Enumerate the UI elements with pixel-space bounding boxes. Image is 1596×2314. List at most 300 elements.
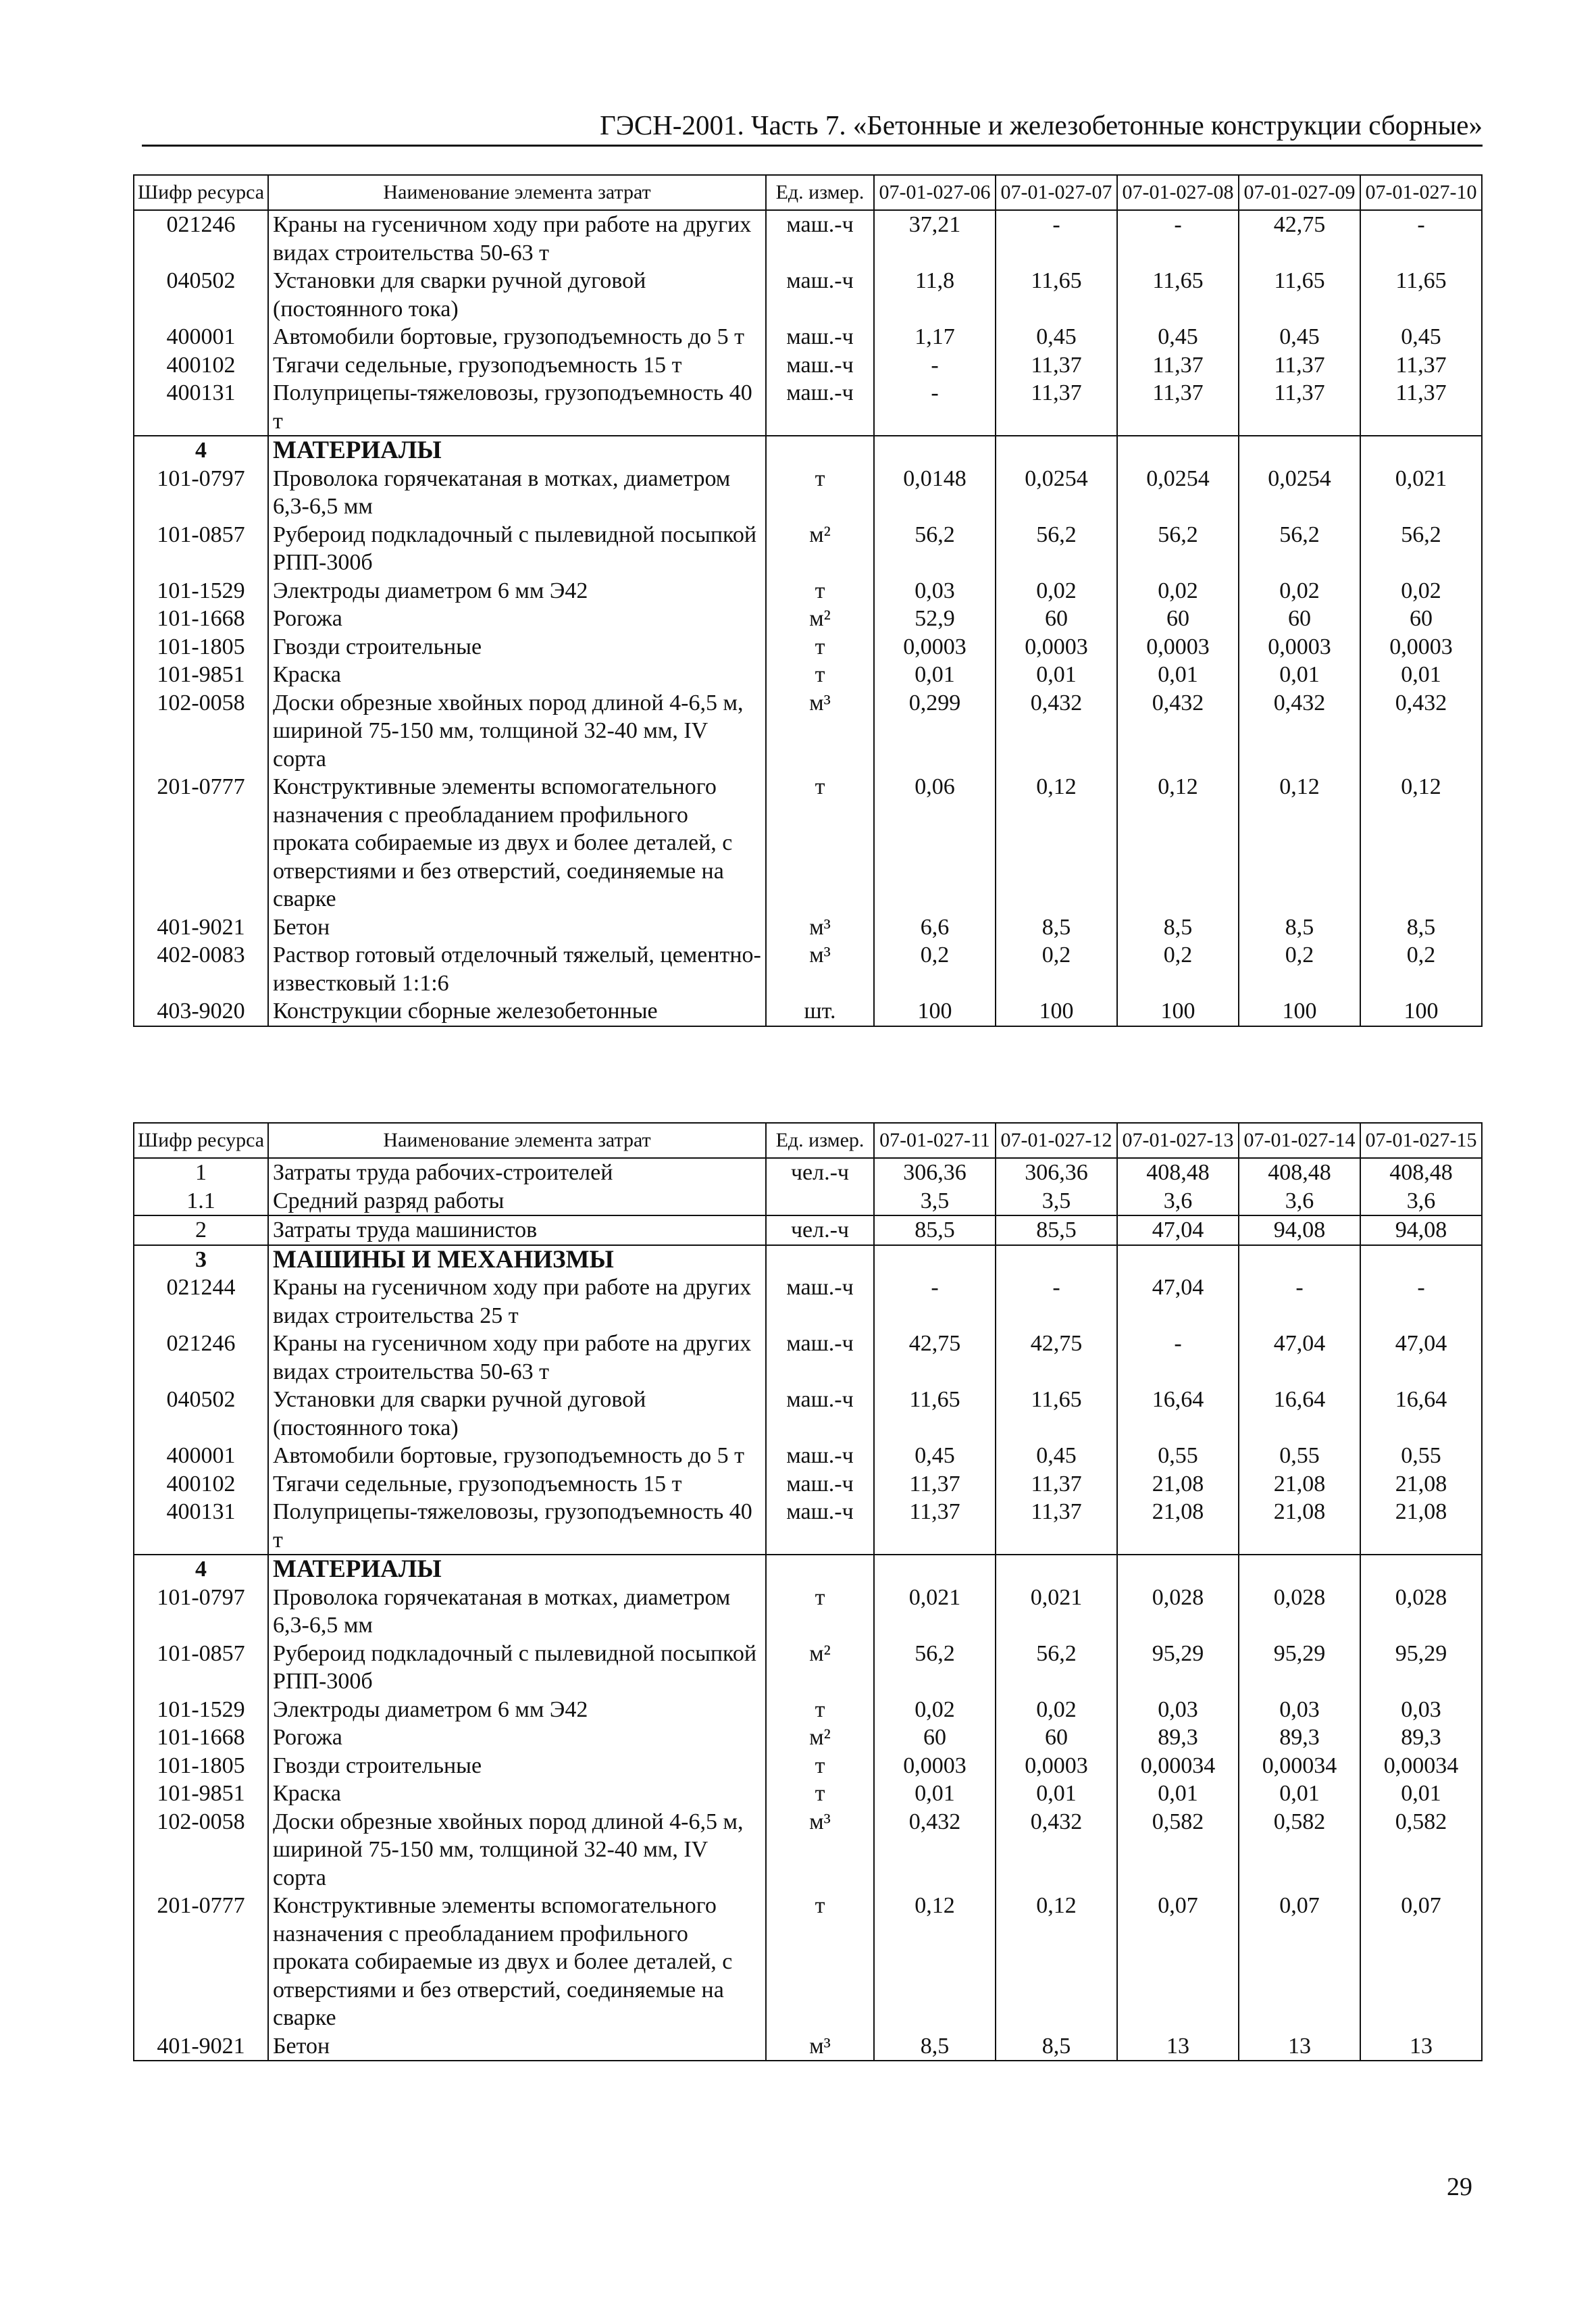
resource-code: 101-1668: [134, 1724, 268, 1752]
norm-value: 11,37: [874, 1498, 996, 1555]
table-row: [134, 1584, 1482, 1640]
table-row: [134, 1555, 1482, 1584]
cost-element-name: Рубероид подкладочный с пылевидной посыпкой РПП-300б: [268, 521, 766, 577]
table-row: [134, 941, 1482, 997]
resource-code: 101-0797: [134, 1584, 268, 1640]
norm-value: 0,0003: [996, 633, 1117, 661]
norm-value: 0,02: [1239, 577, 1360, 605]
norm-value: [1117, 436, 1239, 465]
norm-value: 0,45: [874, 1442, 996, 1470]
cost-element-name: Краны на гусеничном ходу при работе на других видах строительства 50-63 т: [268, 1330, 766, 1386]
table-row: [134, 1274, 1482, 1330]
norm-value: 0,582: [1239, 1808, 1360, 1892]
unit-of-measure: маш.-ч: [766, 210, 874, 267]
norm-value: 3,6: [1239, 1187, 1360, 1216]
norm-value: 0,12: [874, 1892, 996, 2032]
unit-of-measure: маш.-ч: [766, 1470, 874, 1499]
norm-value: -: [874, 1274, 996, 1330]
norm-value: 0,03: [1239, 1696, 1360, 1724]
norm-value: 60: [1239, 605, 1360, 633]
cost-element-name: МАТЕРИАЛЫ: [268, 1555, 766, 1584]
table-row: [134, 436, 1482, 465]
norm-value: [874, 436, 996, 465]
resource-code: 101-0797: [134, 465, 268, 521]
norm-value: 0,432: [996, 1808, 1117, 1892]
norm-value: 11,37: [996, 351, 1117, 380]
unit-of-measure: т: [766, 1752, 874, 1780]
table-header-row: [134, 1123, 1482, 1158]
resource-code: 101-0857: [134, 1640, 268, 1696]
norm-value: -: [874, 379, 996, 436]
table-row: [134, 773, 1482, 913]
norm-value: 0,12: [1239, 773, 1360, 913]
norm-value: -: [1117, 1330, 1239, 1386]
table-row: [134, 997, 1482, 1026]
cost-element-name: Полуприцепы-тяжеловозы, грузоподъемность 40 т: [268, 1498, 766, 1555]
norm-value: 0,12: [1360, 773, 1482, 913]
norm-value: 11,8: [874, 267, 996, 323]
header-norm: 07-01-027-13: [1117, 1123, 1239, 1158]
norm-value: 0,02: [996, 577, 1117, 605]
cost-element-name: Проволока горячекатаная в мотках, диаметром 6,3-6,5 мм: [268, 465, 766, 521]
table-row: [134, 323, 1482, 351]
norm-value: 306,36: [996, 1158, 1117, 1187]
norm-value: 16,64: [1239, 1386, 1360, 1442]
norm-value: -: [996, 210, 1117, 267]
norm-value: 0,028: [1117, 1584, 1239, 1640]
norm-value: 0,07: [1117, 1892, 1239, 2032]
cost-element-name: Тягачи седельные, грузоподъемность 15 т: [268, 351, 766, 380]
norm-value: 0,582: [1117, 1808, 1239, 1892]
resource-code: 201-0777: [134, 1892, 268, 2032]
page-number: 29: [1447, 2173, 1472, 2201]
norm-value: 0,299: [874, 689, 996, 774]
table-row: [134, 210, 1482, 267]
resource-code: 101-1529: [134, 577, 268, 605]
unit-of-measure: т: [766, 661, 874, 689]
norm-value: 16,64: [1360, 1386, 1482, 1442]
norm-value: 100: [1239, 997, 1360, 1026]
header-name: Наименование элемента затрат: [268, 1123, 766, 1158]
norm-value: 60: [996, 1724, 1117, 1752]
cost-element-name: Рогожа: [268, 1724, 766, 1752]
table-header-row: [134, 175, 1482, 210]
norm-value: 47,04: [1360, 1330, 1482, 1386]
norm-value: 0,01: [874, 661, 996, 689]
unit-of-measure: т: [766, 1780, 874, 1808]
norm-value: [1360, 1245, 1482, 1274]
norm-value: [1117, 1555, 1239, 1584]
norm-value: [874, 1245, 996, 1274]
norm-value: 0,0254: [996, 465, 1117, 521]
unit-of-measure: маш.-ч: [766, 323, 874, 351]
norm-value: 0,2: [874, 941, 996, 997]
norm-value: 3,6: [1360, 1187, 1482, 1216]
norm-value: 8,5: [1117, 913, 1239, 942]
unit-of-measure: чел.-ч: [766, 1215, 874, 1245]
unit-of-measure: т: [766, 773, 874, 913]
unit-of-measure: м³: [766, 689, 874, 774]
norm-value: 8,5: [1360, 913, 1482, 942]
norm-value: 0,0003: [874, 633, 996, 661]
unit-of-measure: маш.-ч: [766, 1330, 874, 1386]
header-unit: Ед. измер.: [766, 175, 874, 210]
norm-value: 11,65: [874, 1386, 996, 1442]
cost-element-name: Рубероид подкладочный с пылевидной посыпкой РПП-300б: [268, 1640, 766, 1696]
norm-value: [996, 1555, 1117, 1584]
header-norm: 07-01-027-09: [1239, 175, 1360, 210]
unit-of-measure: маш.-ч: [766, 1386, 874, 1442]
norm-value: 0,45: [1117, 323, 1239, 351]
resource-code: 101-0857: [134, 521, 268, 577]
resource-code: 1: [134, 1158, 268, 1187]
header-code: Шифр ресурса: [134, 175, 268, 210]
cost-element-name: Электроды диаметром 6 мм Э42: [268, 1696, 766, 1724]
norm-value: -: [1360, 210, 1482, 267]
resource-code: 400131: [134, 379, 268, 436]
unit-of-measure: маш.-ч: [766, 379, 874, 436]
norm-value: 8,5: [1239, 913, 1360, 942]
unit-of-measure: т: [766, 577, 874, 605]
norm-value: 42,75: [996, 1330, 1117, 1386]
norm-value: [1239, 1245, 1360, 1274]
unit-of-measure: шт.: [766, 997, 874, 1026]
norm-value: 0,0003: [996, 1752, 1117, 1780]
cost-element-name: Краны на гусеничном ходу при работе на других видах строительства 25 т: [268, 1274, 766, 1330]
norm-value: 21,08: [1117, 1470, 1239, 1499]
norm-value: [1360, 436, 1482, 465]
resource-code: 040502: [134, 267, 268, 323]
norm-value: -: [996, 1274, 1117, 1330]
norm-value: 95,29: [1360, 1640, 1482, 1696]
unit-of-measure: маш.-ч: [766, 1274, 874, 1330]
table-row: [134, 1442, 1482, 1470]
resource-code: 101-9851: [134, 661, 268, 689]
table-row: [134, 689, 1482, 774]
norm-value: 408,48: [1239, 1158, 1360, 1187]
norm-value: 60: [1117, 605, 1239, 633]
norm-value: 0,02: [1117, 577, 1239, 605]
norm-value: 0,02: [874, 1696, 996, 1724]
cost-element-name: Гвозди строительные: [268, 1752, 766, 1780]
norm-value: 0,0003: [1360, 633, 1482, 661]
table-row: [134, 1696, 1482, 1724]
table-row: [134, 465, 1482, 521]
norm-value: 408,48: [1360, 1158, 1482, 1187]
norm-value: 100: [1117, 997, 1239, 1026]
norms-table-2: [133, 1122, 1483, 2061]
norm-value: 0,55: [1360, 1442, 1482, 1470]
norm-value: 0,12: [996, 773, 1117, 913]
norm-value: 0,021: [996, 1584, 1117, 1640]
norm-value: 56,2: [996, 1640, 1117, 1696]
norm-value: 47,04: [1117, 1215, 1239, 1245]
norm-value: 0,01: [996, 1780, 1117, 1808]
cost-element-name: Установки для сварки ручной дуговой (постоянного тока): [268, 1386, 766, 1442]
norm-value: 0,432: [1360, 689, 1482, 774]
norm-value: 11,37: [1239, 351, 1360, 380]
table-row: [134, 1752, 1482, 1780]
norm-value: 52,9: [874, 605, 996, 633]
resource-code: 040502: [134, 1386, 268, 1442]
norm-value: 0,01: [1360, 661, 1482, 689]
norm-value: 0,00034: [1239, 1752, 1360, 1780]
table-row: [134, 1470, 1482, 1499]
norm-value: 100: [1360, 997, 1482, 1026]
table-row: [134, 605, 1482, 633]
norm-value: 56,2: [1239, 521, 1360, 577]
resource-code: 021244: [134, 1274, 268, 1330]
table-row: [134, 521, 1482, 577]
norm-value: 21,08: [1360, 1470, 1482, 1499]
norm-value: -: [1239, 1274, 1360, 1330]
table-row: [134, 1780, 1482, 1808]
unit-of-measure: м³: [766, 941, 874, 997]
norm-value: 0,432: [874, 1808, 996, 1892]
table-row: [134, 1808, 1482, 1892]
norm-value: 16,64: [1117, 1386, 1239, 1442]
norm-value: 0,2: [1360, 941, 1482, 997]
norm-value: [996, 1245, 1117, 1274]
norm-value: 0,01: [1360, 1780, 1482, 1808]
table-row: [134, 351, 1482, 380]
cost-element-name: Краска: [268, 661, 766, 689]
resource-code: 400001: [134, 323, 268, 351]
table-row: [134, 1187, 1482, 1216]
cost-element-name: Электроды диаметром 6 мм Э42: [268, 577, 766, 605]
unit-of-measure: м³: [766, 1808, 874, 1892]
norm-value: 60: [1360, 605, 1482, 633]
unit-of-measure: м²: [766, 1724, 874, 1752]
header-norm: 07-01-027-06: [874, 175, 996, 210]
norm-value: [1117, 1245, 1239, 1274]
norm-value: 3,5: [996, 1187, 1117, 1216]
norm-value: 0,0254: [1239, 465, 1360, 521]
cost-element-name: Краска: [268, 1780, 766, 1808]
cost-element-name: Краны на гусеничном ходу при работе на других видах строительства 50-63 т: [268, 210, 766, 267]
norm-value: 0,00034: [1360, 1752, 1482, 1780]
norm-value: 21,08: [1360, 1498, 1482, 1555]
table-row: [134, 1640, 1482, 1696]
norm-value: 0,028: [1239, 1584, 1360, 1640]
norm-value: 3,5: [874, 1187, 996, 1216]
norm-value: 0,432: [1239, 689, 1360, 774]
cost-element-name: МАШИНЫ И МЕХАНИЗМЫ: [268, 1245, 766, 1274]
unit-of-measure: м³: [766, 2032, 874, 2061]
norm-value: 11,37: [1360, 351, 1482, 380]
unit-of-measure: маш.-ч: [766, 267, 874, 323]
norm-value: 0,0003: [1239, 633, 1360, 661]
norm-value: 11,65: [1117, 267, 1239, 323]
norm-value: 95,29: [1239, 1640, 1360, 1696]
cost-element-name: Раствор готовый отделочный тяжелый, цементно-известковый 1:1:6: [268, 941, 766, 997]
norm-value: 0,0003: [874, 1752, 996, 1780]
norm-value: 37,21: [874, 210, 996, 267]
header-norm: 07-01-027-14: [1239, 1123, 1360, 1158]
norm-value: 0,55: [1239, 1442, 1360, 1470]
resource-code: 201-0777: [134, 773, 268, 913]
header-norm: 07-01-027-08: [1117, 175, 1239, 210]
norm-value: 11,65: [1360, 267, 1482, 323]
norm-value: 8,5: [996, 2032, 1117, 2061]
unit-of-measure: м²: [766, 521, 874, 577]
header-norm: 07-01-027-10: [1360, 175, 1482, 210]
norm-value: 1,17: [874, 323, 996, 351]
norm-value: 11,37: [996, 379, 1117, 436]
resource-code: 1.1: [134, 1187, 268, 1216]
norm-value: 21,08: [1117, 1498, 1239, 1555]
norm-value: 0,03: [874, 577, 996, 605]
resource-code: 101-1805: [134, 633, 268, 661]
norm-value: 0,00034: [1117, 1752, 1239, 1780]
norm-value: 0,432: [996, 689, 1117, 774]
norm-value: 0,12: [996, 1892, 1117, 2032]
unit-of-measure: [766, 436, 874, 465]
header-name: Наименование элемента затрат: [268, 175, 766, 210]
unit-of-measure: [766, 1187, 874, 1216]
norm-value: 21,08: [1239, 1470, 1360, 1499]
norm-value: 0,45: [996, 323, 1117, 351]
norm-value: 11,37: [1360, 379, 1482, 436]
table-row: [134, 2032, 1482, 2061]
norms-table-1: [133, 174, 1483, 1027]
norm-value: -: [1117, 210, 1239, 267]
cost-element-name: Конструктивные элементы вспомогательного назначения с преобладанием профильного проката собираемые из двух и более деталей, с отверстиями и без отверстий, соединяемые на сварке: [268, 1892, 766, 2032]
table-row: [134, 1245, 1482, 1274]
norm-value: 0,01: [1239, 1780, 1360, 1808]
norm-value: 85,5: [996, 1215, 1117, 1245]
cost-element-name: Тягачи седельные, грузоподъемность 15 т: [268, 1470, 766, 1499]
norm-value: 0,01: [874, 1780, 996, 1808]
norm-value: 56,2: [1117, 521, 1239, 577]
unit-of-measure: т: [766, 633, 874, 661]
norm-value: 94,08: [1239, 1215, 1360, 1245]
norm-value: 11,37: [996, 1498, 1117, 1555]
norm-value: 89,3: [1117, 1724, 1239, 1752]
cost-element-name: Конструкции сборные железобетонные: [268, 997, 766, 1026]
norm-value: [874, 1555, 996, 1584]
norm-value: 11,65: [996, 267, 1117, 323]
norm-value: 0,45: [1360, 323, 1482, 351]
resource-code: 4: [134, 436, 268, 465]
norm-value: 0,03: [1117, 1696, 1239, 1724]
norm-value: 0,07: [1360, 1892, 1482, 2032]
norm-value: 8,5: [874, 2032, 996, 2061]
norm-value: 100: [874, 997, 996, 1026]
norm-value: 0,0003: [1117, 633, 1239, 661]
norm-value: 0,0148: [874, 465, 996, 521]
cost-element-name: Средний разряд работы: [268, 1187, 766, 1216]
resource-code: 400102: [134, 351, 268, 380]
unit-of-measure: м²: [766, 605, 874, 633]
table-row: [134, 913, 1482, 942]
cost-element-name: Проволока горячекатаная в мотках, диаметром 6,3-6,5 мм: [268, 1584, 766, 1640]
norm-value: -: [1360, 1274, 1482, 1330]
norm-value: 56,2: [996, 521, 1117, 577]
cost-element-name: Рогожа: [268, 605, 766, 633]
norm-value: 42,75: [874, 1330, 996, 1386]
unit-of-measure: [766, 1245, 874, 1274]
header-norm: 07-01-027-15: [1360, 1123, 1482, 1158]
norm-value: 85,5: [874, 1215, 996, 1245]
norm-value: 95,29: [1117, 1640, 1239, 1696]
norm-value: 0,01: [1117, 661, 1239, 689]
resource-code: 021246: [134, 1330, 268, 1386]
norm-value: 94,08: [1360, 1215, 1482, 1245]
unit-of-measure: чел.-ч: [766, 1158, 874, 1187]
cost-element-name: Автомобили бортовые, грузоподъемность до 5 т: [268, 323, 766, 351]
cost-element-name: Доски обрезные хвойных пород длиной 4-6,5 м, шириной 75-150 мм, толщиной 32-40 мм, IV сорта: [268, 1808, 766, 1892]
norm-value: 0,03: [1360, 1696, 1482, 1724]
norm-value: 0,2: [996, 941, 1117, 997]
norm-value: 0,45: [1239, 323, 1360, 351]
table-row: [134, 379, 1482, 436]
norm-value: 56,2: [874, 521, 996, 577]
resource-code: 021246: [134, 210, 268, 267]
resource-code: 402-0083: [134, 941, 268, 997]
resource-code: 401-9021: [134, 913, 268, 942]
norm-value: 56,2: [874, 1640, 996, 1696]
norm-value: 42,75: [1239, 210, 1360, 267]
norm-value: 11,37: [1117, 379, 1239, 436]
norm-value: 0,432: [1117, 689, 1239, 774]
norm-value: 11,37: [1117, 351, 1239, 380]
norm-value: 8,5: [996, 913, 1117, 942]
norm-value: 0,2: [1239, 941, 1360, 997]
norm-value: 0,12: [1117, 773, 1239, 913]
cost-element-name: Автомобили бортовые, грузоподъемность до 5 т: [268, 1442, 766, 1470]
table-row: [134, 1330, 1482, 1386]
table-row: [134, 1215, 1482, 1245]
resource-code: 400131: [134, 1498, 268, 1555]
norm-value: 408,48: [1117, 1158, 1239, 1187]
unit-of-measure: м³: [766, 913, 874, 942]
norm-value: 11,65: [1239, 267, 1360, 323]
cost-element-name: Бетон: [268, 913, 766, 942]
resource-code: 4: [134, 1555, 268, 1584]
resource-code: 3: [134, 1245, 268, 1274]
norm-value: 0,021: [1360, 465, 1482, 521]
norm-value: 0,06: [874, 773, 996, 913]
norm-value: 0,55: [1117, 1442, 1239, 1470]
table-row: [134, 661, 1482, 689]
resource-code: 400001: [134, 1442, 268, 1470]
norm-value: 11,37: [874, 1470, 996, 1499]
unit-of-measure: маш.-ч: [766, 351, 874, 380]
norm-value: 0,01: [1117, 1780, 1239, 1808]
norm-value: 11,37: [1239, 379, 1360, 436]
header-norm: 07-01-027-07: [996, 175, 1117, 210]
header-code: Шифр ресурса: [134, 1123, 268, 1158]
resource-code: 2: [134, 1215, 268, 1245]
table-row: [134, 1386, 1482, 1442]
unit-of-measure: т: [766, 465, 874, 521]
norm-value: 0,021: [874, 1584, 996, 1640]
table-row: [134, 1498, 1482, 1555]
table-row: [134, 267, 1482, 323]
resource-code: 101-1529: [134, 1696, 268, 1724]
norm-value: -: [874, 351, 996, 380]
table-row: [134, 633, 1482, 661]
header-norm: 07-01-027-11: [874, 1123, 996, 1158]
norm-value: 47,04: [1239, 1330, 1360, 1386]
cost-element-name: Доски обрезные хвойных пород длиной 4-6,5 м, шириной 75-150 мм, толщиной 32-40 мм, IV сорта: [268, 689, 766, 774]
unit-of-measure: маш.-ч: [766, 1442, 874, 1470]
cost-element-name: Конструктивные элементы вспомогательного назначения с преобладанием профильного проката собираемые из двух и более деталей, с отверстиями и без отверстий, соединяемые на сварке: [268, 773, 766, 913]
norm-value: 11,65: [996, 1386, 1117, 1442]
cost-element-name: Затраты труда рабочих-строителей: [268, 1158, 766, 1187]
norm-value: 21,08: [1239, 1498, 1360, 1555]
